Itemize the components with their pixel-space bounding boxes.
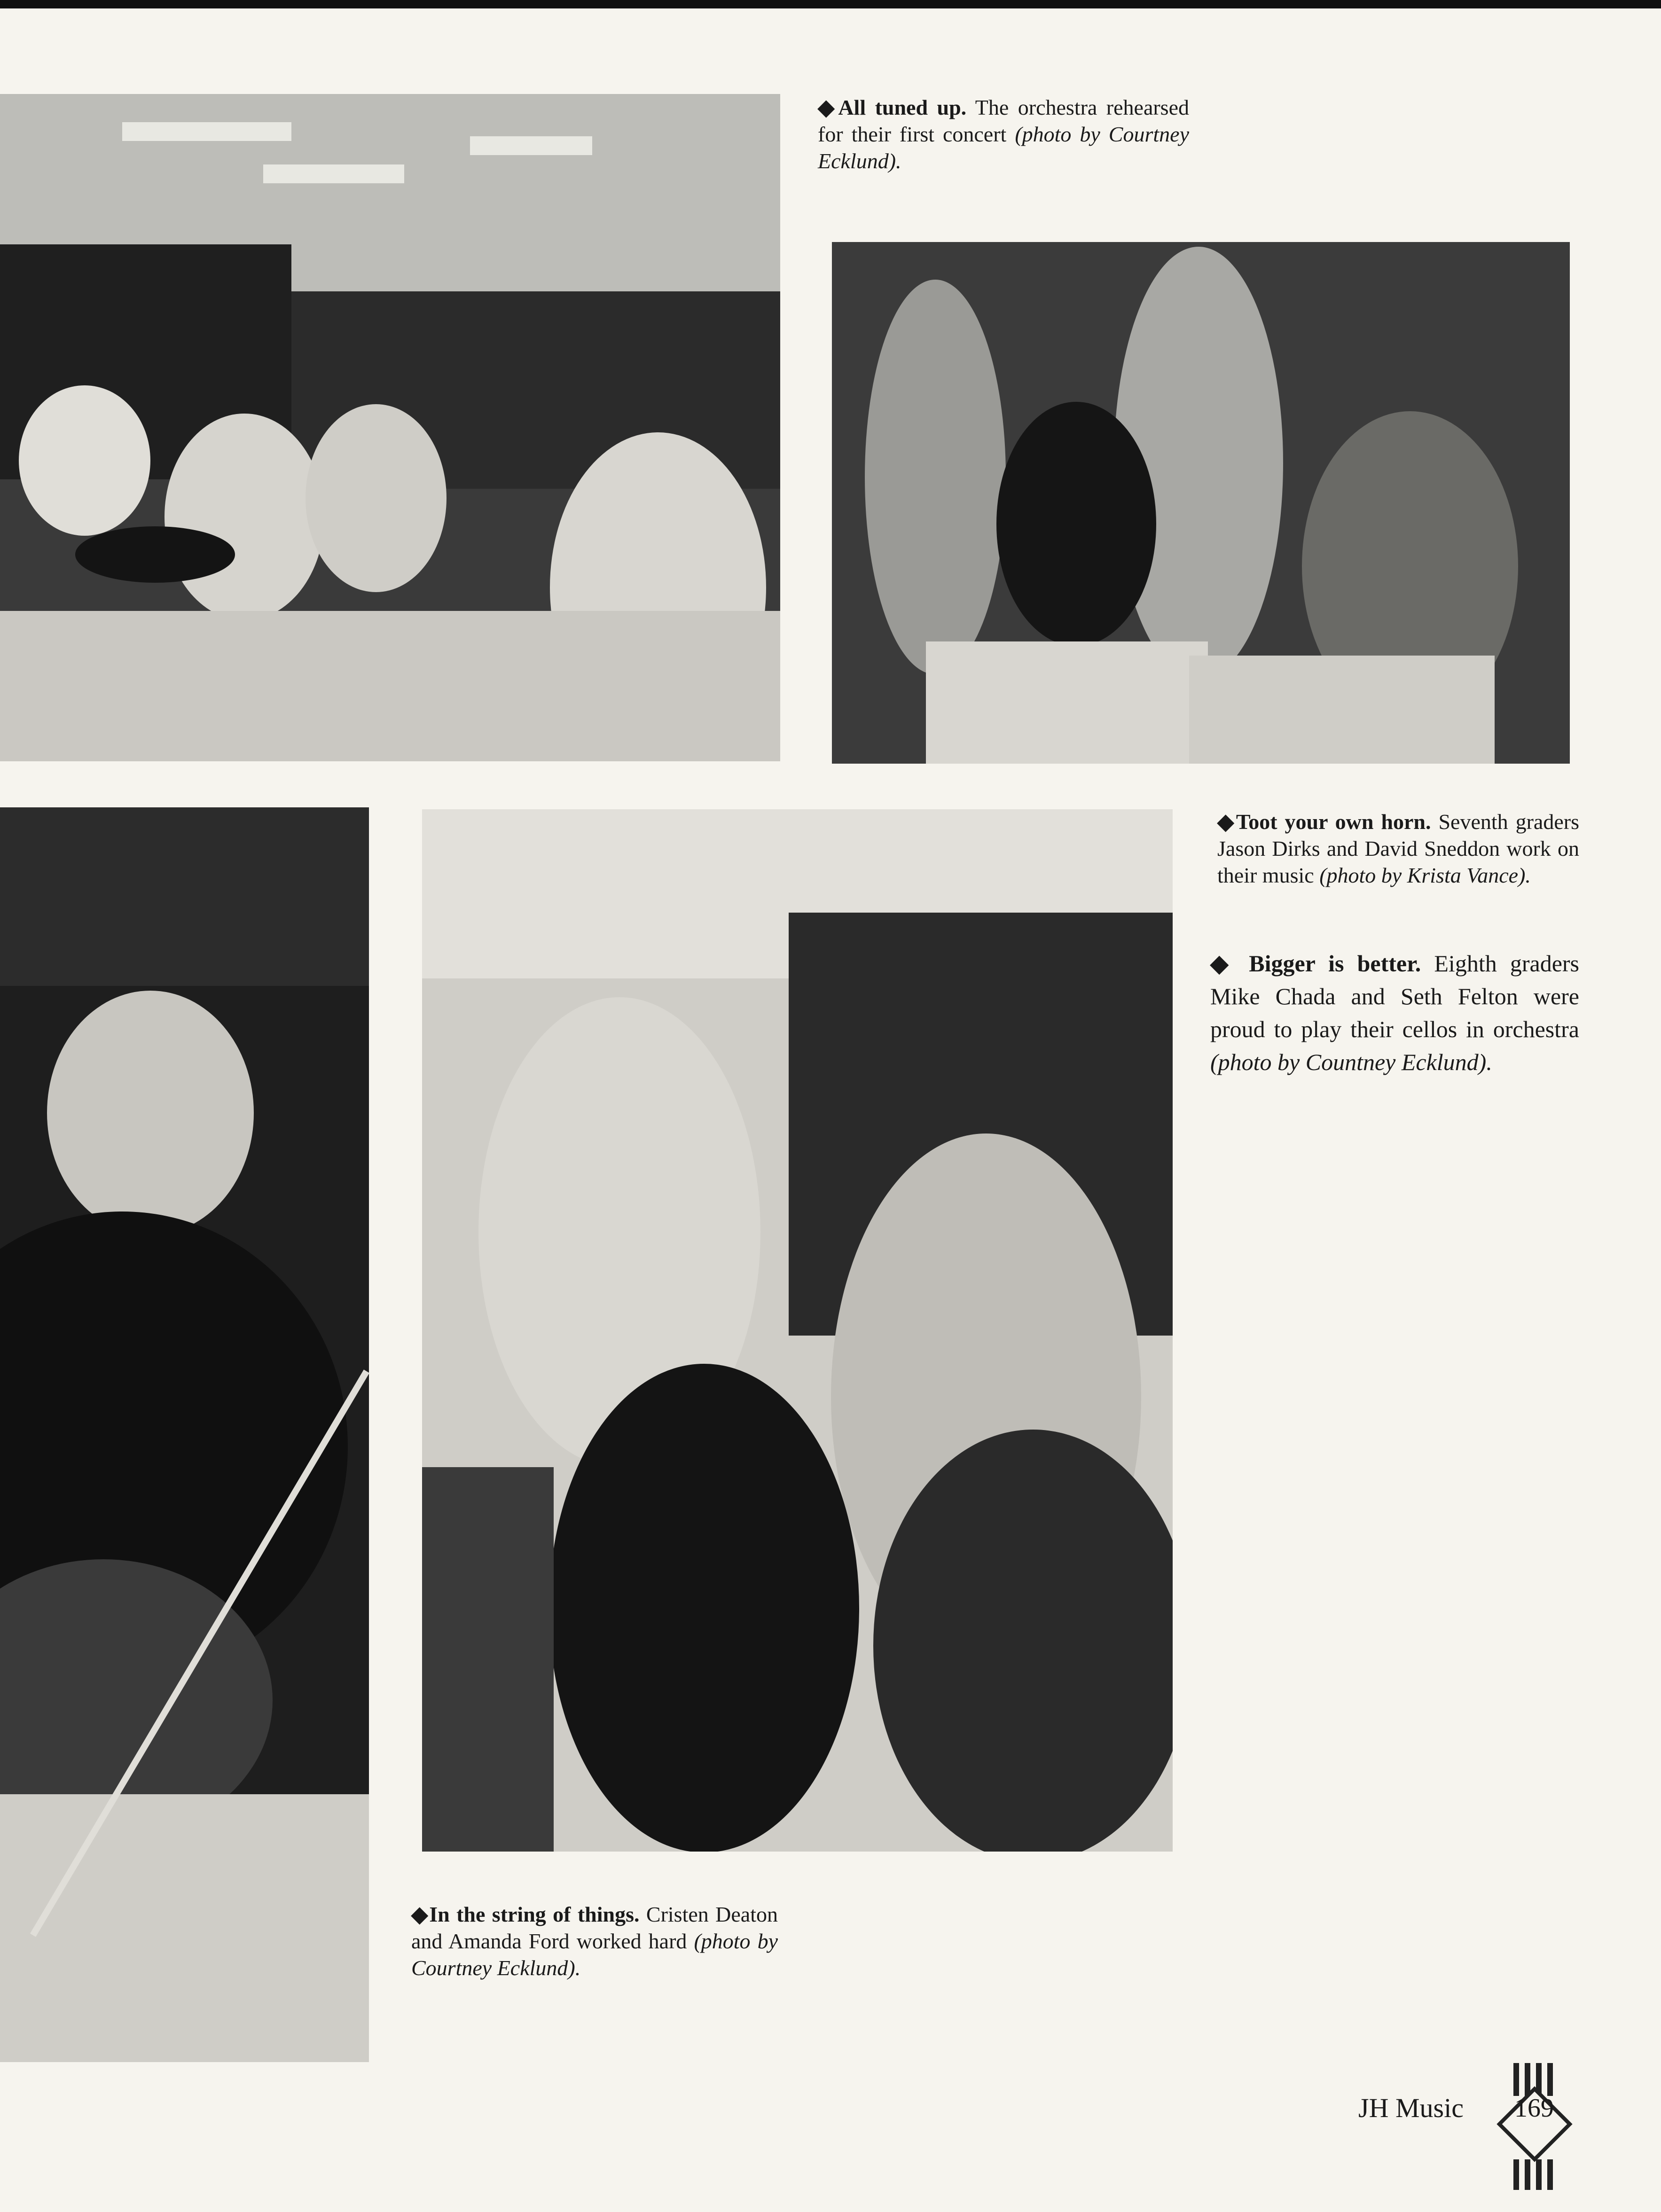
section-title: JH Music <box>1358 2093 1464 2123</box>
caption-body: Cristen Deaton and Amanda Ford worked hard <box>411 1902 778 1953</box>
caption-in-the-string-of-things <box>411 1901 778 1981</box>
caption-toot-your-own-horn <box>1217 808 1579 889</box>
caption-all-tuned-up <box>818 94 1189 174</box>
caption-credit: (photo by Courtney Ecklund). <box>818 122 1189 173</box>
page-number: 169 <box>1514 2094 1554 2123</box>
caption-lead: ◆All tuned up. <box>818 95 967 119</box>
top-border <box>0 0 1661 8</box>
caption-lead: ◆In the string of things. <box>411 1902 640 1926</box>
caption-lead: ◆ Bigger is better. <box>1210 950 1421 977</box>
photo-tuba-players <box>832 242 1570 764</box>
page-number-badge-icon <box>1495 2063 1575 2190</box>
caption-lead: ◆Toot your own horn. <box>1217 810 1431 834</box>
photo-cello-players <box>422 809 1173 1852</box>
caption-body: The orchestra rehearsed for their first concert <box>818 95 1189 146</box>
caption-credit: (photo by Countney Ecklund). <box>1210 1049 1492 1075</box>
caption-credit: (photo by Courtney Ecklund). <box>411 1929 778 1980</box>
caption-bigger-is-better <box>1210 947 1579 1079</box>
photo-violin-player <box>0 807 369 2062</box>
caption-body: Eighth graders Mike Chada and Seth Felton were proud to play their cellos in orchestra <box>1210 950 1580 1042</box>
photo-orchestra-rehearsal <box>0 94 780 761</box>
caption-credit: (photo by Krista Vance). <box>1319 863 1531 887</box>
caption-body: Seventh graders Jason Dirks and David Sneddon work on their music <box>1217 810 1579 887</box>
